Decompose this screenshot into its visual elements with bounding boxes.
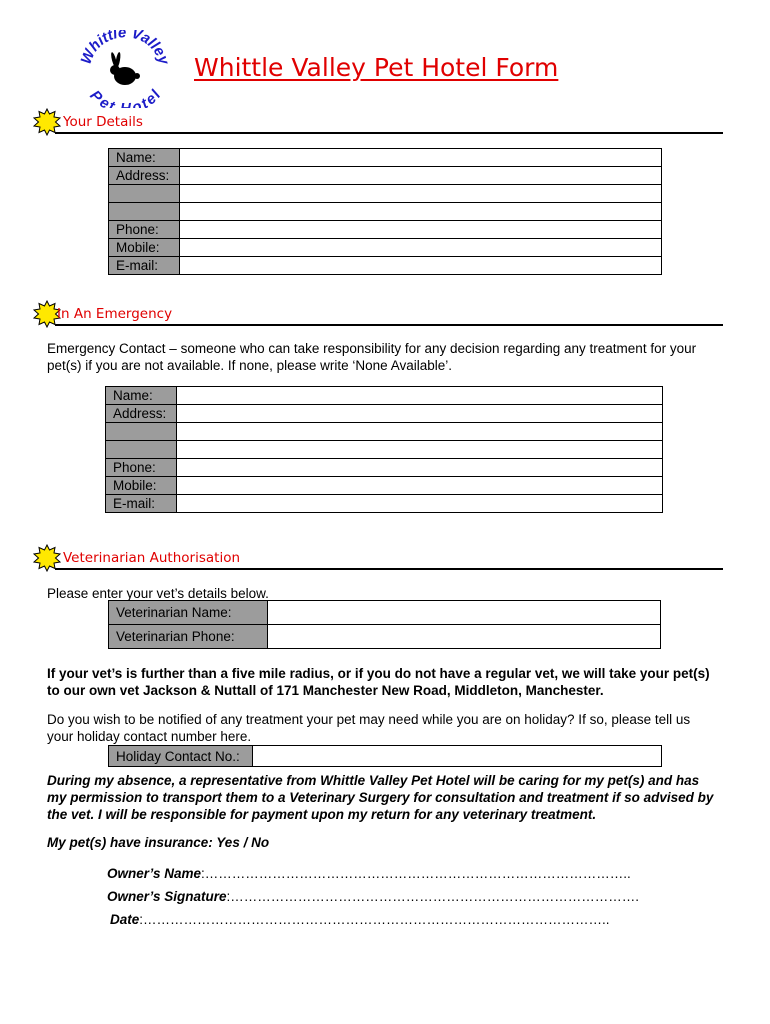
emergency-table	[105, 386, 663, 513]
vet-table	[108, 600, 661, 649]
phone-label: Phone:	[106, 459, 177, 477]
name-field[interactable]	[177, 387, 663, 405]
address-field-3[interactable]	[180, 203, 662, 221]
address-label: Address:	[106, 405, 177, 423]
svg-text:Pet Hotel	[86, 86, 164, 108]
holiday-question: Do you wish to be notified of any treatment your pet may need while you are on holiday? If so, please tell us your holiday contact number here.	[47, 712, 691, 744]
mobile-label: Mobile:	[106, 477, 177, 495]
name-field[interactable]	[180, 149, 662, 167]
svg-text:Whittle Valley	[80, 30, 170, 67]
section-title: Veterinarian Authorisation	[63, 550, 241, 566]
phone-field[interactable]	[180, 221, 662, 239]
address-label-2	[106, 423, 177, 441]
insurance-question: My pet(s) have insurance: Yes / No	[47, 835, 270, 850]
vet-notice: If your vet’s is further than a five mile radius, or if you do not have a regular vet, we will take your pet(s) to our own vet Jackson & Nuttall of 171 Manchester New Road, Middleton, Manchester.	[47, 666, 710, 698]
name-label: Name:	[106, 387, 177, 405]
date-dots: :…………………………………………………………………………………………..	[139, 912, 610, 927]
holiday-table	[108, 745, 662, 767]
holiday-contact-label: Holiday Contact No.:	[109, 746, 253, 767]
phone-field[interactable]	[177, 459, 663, 477]
address-field-2[interactable]	[177, 423, 663, 441]
owner-name-line[interactable]	[107, 866, 631, 881]
phone-label: Phone:	[109, 221, 180, 239]
section-title: Your Details	[63, 114, 143, 130]
name-label: Name:	[109, 149, 180, 167]
address-label-2	[109, 185, 180, 203]
owner-name-dots: :…………………………………………………………………………………..	[201, 866, 631, 881]
email-field[interactable]	[180, 257, 662, 275]
vet-intro: Please enter your vet’s details below.	[47, 586, 269, 601]
vet-name-label: Veterinarian Name:	[109, 601, 268, 625]
date-line[interactable]	[110, 912, 610, 927]
address-label-3	[109, 203, 180, 221]
vet-phone-label: Veterinarian Phone:	[109, 625, 268, 649]
address-field[interactable]	[177, 405, 663, 423]
owner-name-label: Owner’s Name	[107, 866, 202, 881]
absence-statement: During my absence, a representative from Whittle Valley Pet Hotel will be caring for my pet(s) and has my permission to transport them to a Veterinary Surgery for consultation and treatment if so advised by the vet. I will be responsible for payment upon my return for any veterinary treatment.	[47, 773, 714, 822]
mobile-label: Mobile:	[109, 239, 180, 257]
address-label: Address:	[109, 167, 180, 185]
owner-signature-line[interactable]	[107, 889, 639, 904]
email-label: E-mail:	[106, 495, 177, 513]
holiday-contact-field[interactable]	[253, 746, 662, 767]
vet-phone-field[interactable]	[268, 625, 661, 649]
mobile-field[interactable]	[180, 239, 662, 257]
vet-name-field[interactable]	[268, 601, 661, 625]
email-field[interactable]	[177, 495, 663, 513]
page-title: Whittle Valley Pet Hotel Form	[194, 53, 559, 82]
owner-signature-label: Owner’s Signature	[107, 889, 227, 904]
section-your-details	[33, 108, 723, 134]
owner-signature-dots: :……………………………………………………………………………….	[226, 889, 640, 904]
hotel-logo	[80, 30, 170, 108]
rabbit-icon	[110, 52, 140, 85]
address-label-3	[106, 441, 177, 459]
section-title: In An Emergency	[57, 306, 173, 322]
section-emergency	[33, 300, 723, 326]
email-label: E-mail:	[109, 257, 180, 275]
address-field[interactable]	[180, 167, 662, 185]
emergency-description: Emergency Contact – someone who can take responsibility for any decision regarding any treatment for your pet(s) if you are not available. If none, please write ‘None Available’.	[47, 341, 697, 373]
address-field-3[interactable]	[177, 441, 663, 459]
address-field-2[interactable]	[180, 185, 662, 203]
logo-text-top: hittle Valle	[85, 30, 169, 60]
date-label: Date	[110, 912, 140, 927]
logo-text-bottom: Pet otel	[86, 87, 165, 108]
mobile-field[interactable]	[177, 477, 663, 495]
section-vet	[33, 544, 723, 570]
your-details-table	[108, 148, 662, 275]
